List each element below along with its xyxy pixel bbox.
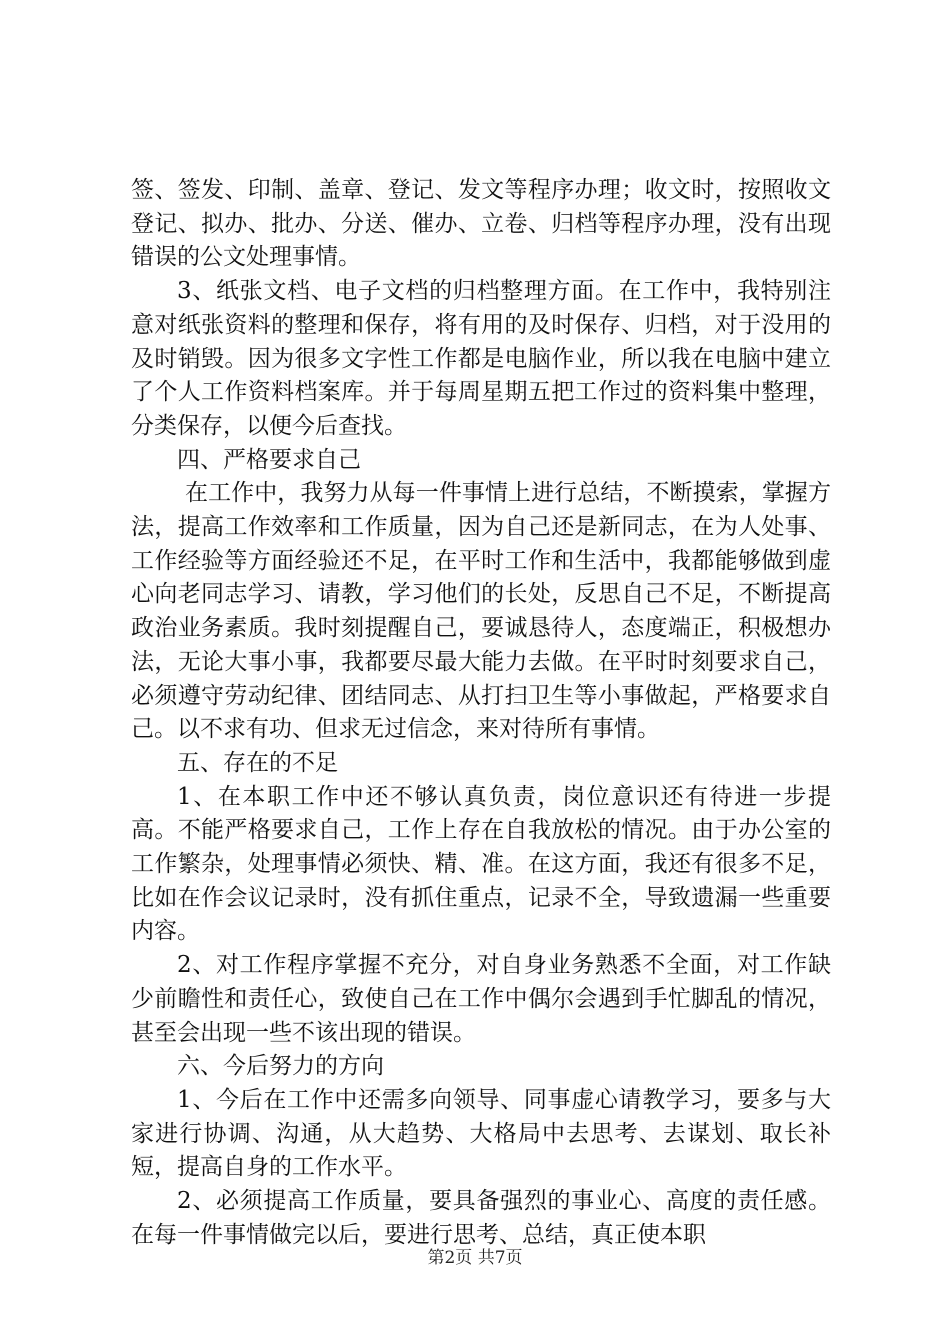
page-number-footer: 第2页 共7页 <box>427 1248 523 1268</box>
section-heading: 四、严格要求自己 <box>177 446 361 473</box>
paragraph: 1、今后在工作中还需多向领导、同事虚心请教学习，要多与大家进行协调、沟通，从大趋势、大格局中去思考、去谋划、取长补短，提高自身的工作水平。 <box>131 1086 831 1181</box>
paragraph: 2、必须提高工作质量，要具备强烈的事业心、高度的责任感。在每一件事情做完以后，要进行思考、总结，真正使本职 <box>131 1188 831 1248</box>
section-heading: 六、今后努力的方向 <box>177 1053 384 1080</box>
paragraph: 在工作中，我努力从每一件事情上进行总结，不断摸索，掌握方法，提高工作效率和工作质量，因为自己还是新同志，在为人处事、工作经验等方面经验还不足，在平时工作和生活中，我都能够做到虚心向老同志学习、请教，学习他们的长处，反思自己不足，不断提高政治业务素质。我时刻提醒自己，要诚恳待人，态度端正，积极想办法，无论大事小事，我都要尽最大能力去做。在平时时刻要求自己，必须遵守劳动纪律、团结同志、从打扫卫生等小事做起，严格要求自己。以不求有功、但求无过信念，来对待所有事情。 <box>131 480 831 743</box>
paragraph: 签、签发、印制、盖章、登记、发文等程序办理；收文时，按照收文登记、拟办、批办、分送、催办、立卷、归档等程序办理，没有出现错误的公文处理事情。 <box>131 177 831 271</box>
paragraph: 2、对工作程序掌握不充分，对自身业务熟悉不全面，对工作缺少前瞻性和责任心，致使自己在工作中偶尔会遇到手忙脚乱的情况，甚至会出现一些不该出现的错误。 <box>131 952 831 1046</box>
section-heading: 五、存在的不足 <box>177 749 338 776</box>
paragraph: 1、在本职工作中还不够认真负责，岗位意识还有待进一步提高。不能严格要求自己，工作上存在自我放松的情况。由于办公室的工作繁杂，处理事情必须快、精、准。在这方面，我还有很多不足，比如在作会议记录时，没有抓住重点，记录不全，导致遗漏一些重要内容。 <box>131 783 831 945</box>
document-body <box>131 174 831 1253</box>
paragraph: 3、纸张文档、电子文档的归档整理方面。在工作中，我特别注意对纸张资料的整理和保存，将有用的及时保存、归档，对于没用的及时销毁。因为很多文字性工作都是电脑作业，所以我在电脑中建立了个人工作资料档案库。并于每周星期五把工作过的资料集中整理，分类保存，以便今后查找。 <box>131 278 831 439</box>
